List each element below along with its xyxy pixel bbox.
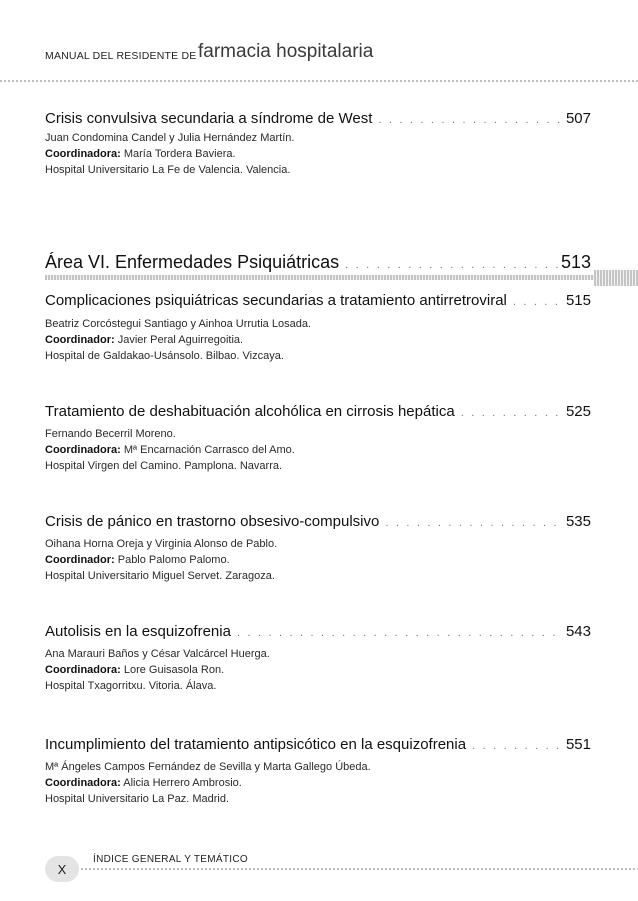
toc-entry-title-line[interactable]	[45, 623, 591, 640]
dot-leader	[385, 517, 563, 529]
toc-entry-title: Tratamiento de deshabituación alcohólica en cirrosis hepática	[45, 403, 455, 420]
toc-entry-authors: Mª Ángeles Campos Fernández de Sevilla y Marta Gallego Úbeda.	[45, 761, 371, 773]
toc-entry-title-line[interactable]	[45, 292, 591, 309]
coordinator-label: Coordinadora:	[45, 777, 121, 789]
toc-entry-coordinator	[45, 775, 591, 791]
coordinator-name: Mª Encarnación Carrasco del Amo.	[123, 444, 295, 456]
area-heading	[45, 252, 591, 273]
footer-divider	[45, 868, 638, 870]
toc-entry	[45, 736, 591, 807]
toc-entry-title-line[interactable]	[45, 403, 591, 420]
area-title: Área VI. Enfermedades Psiquiátricas	[45, 252, 340, 272]
footer-section-title: ÍNDICE GENERAL Y TEMÁTICO	[93, 854, 248, 865]
toc-entry-hospital: Hospital Universitario La Paz. Madrid.	[45, 793, 230, 805]
coordinator-label: Coordinador:	[45, 554, 115, 566]
toc-entry-page: 507	[565, 110, 591, 127]
header-book-title: farmacia hospitalaria	[198, 41, 374, 62]
toc-entry-authors: Juan Condomina Candel y Julia Hernández Martín.	[45, 132, 295, 144]
header-manual-label: MANUAL DEL RESIDENTE DE	[45, 50, 197, 62]
toc-entry-west	[45, 110, 591, 178]
dot-leader	[472, 740, 563, 752]
dot-leader	[378, 114, 563, 126]
toc-entry-hospital: Hospital de Galdakao-Usánsolo. Bilbao. Vizcaya.	[45, 350, 284, 362]
coordinator-name: Pablo Palomo Palomo.	[117, 554, 230, 566]
toc-entry-authors: Oihana Horna Oreja y Virginia Alonso de Pablo.	[45, 538, 278, 550]
toc-entry-title: Complicaciones psiquiátricas secundarias a tratamiento antirretroviral	[45, 292, 507, 309]
toc-entry-coordinator	[45, 552, 591, 568]
toc-entry-title: Crisis convulsiva secundaria a síndrome de West	[45, 110, 373, 127]
coordinator-label: Coordinador:	[45, 334, 115, 346]
toc-entry-hospital: Hospital Txagorritxu. Vitoria. Álava.	[45, 680, 217, 692]
page-number-badge: X	[45, 856, 79, 882]
toc-entry-title-line[interactable]	[45, 110, 591, 127]
toc-entry-coordinator	[45, 662, 591, 678]
toc-entry	[45, 513, 591, 584]
toc-entry-title: Incumplimiento del tratamiento antipsicótico en la esquizofrenia	[45, 736, 467, 753]
coordinator-label: Coordinadora:	[45, 444, 121, 456]
dot-leader	[461, 407, 563, 419]
area-page: 513	[560, 252, 591, 272]
toc-entry-hospital: Hospital Universitario Miguel Servet. Zaragoza.	[45, 570, 275, 582]
toc-entry-authors: Ana Marauri Baños y César Valcárcel Huerga.	[45, 648, 270, 660]
coordinator-label: Coordinadora:	[45, 148, 121, 160]
toc-entry-title: Crisis de pánico en trastorno obsesivo-compulsivo	[45, 513, 380, 530]
coordinator-name: Javier Peral Aguirregoitia.	[117, 334, 244, 346]
coordinator-name: Lore Guisasola Ron.	[123, 664, 225, 676]
area-band-cap	[594, 270, 638, 286]
toc-entry-hospital: Hospital Universitario La Fe de Valencia. Valencia.	[45, 164, 291, 176]
toc-entry-page: 525	[565, 403, 591, 420]
coordinator-label: Coordinadora:	[45, 664, 121, 676]
toc-entry-coordinator	[45, 332, 591, 348]
toc-entry	[45, 292, 591, 364]
toc-entry	[45, 403, 591, 474]
dot-leader	[345, 259, 558, 271]
area-underline-band	[45, 275, 594, 280]
area-title-line[interactable]	[45, 252, 591, 273]
toc-entry-title-line[interactable]	[45, 513, 591, 530]
toc-entry-title: Autolisis en la esquizofrenia	[45, 623, 231, 640]
toc-entry-authors: Beatriz Corcóstegui Santiago y Ainhoa Urrutia Losada.	[45, 318, 311, 330]
toc-entry-page: 551	[565, 736, 591, 753]
toc-entry	[45, 623, 591, 694]
toc-entry-coordinator	[45, 146, 591, 162]
coordinator-name: Alicia Herrero Ambrosio.	[123, 777, 242, 789]
dot-leader	[237, 627, 563, 639]
toc-entry-page: 543	[565, 623, 591, 640]
coordinator-name: María Tordera Baviera.	[123, 148, 236, 160]
toc-entry-coordinator	[45, 442, 591, 458]
toc-entry-page: 535	[565, 513, 591, 530]
header-divider	[0, 80, 638, 82]
dot-leader	[513, 296, 563, 308]
toc-entry-title-line[interactable]	[45, 736, 591, 753]
toc-entry-hospital: Hospital Virgen del Camino. Pamplona. Navarra.	[45, 460, 283, 472]
toc-entry-page: 515	[565, 292, 591, 309]
running-header	[45, 40, 605, 70]
toc-entry-authors: Fernando Becerril Moreno.	[45, 428, 176, 440]
